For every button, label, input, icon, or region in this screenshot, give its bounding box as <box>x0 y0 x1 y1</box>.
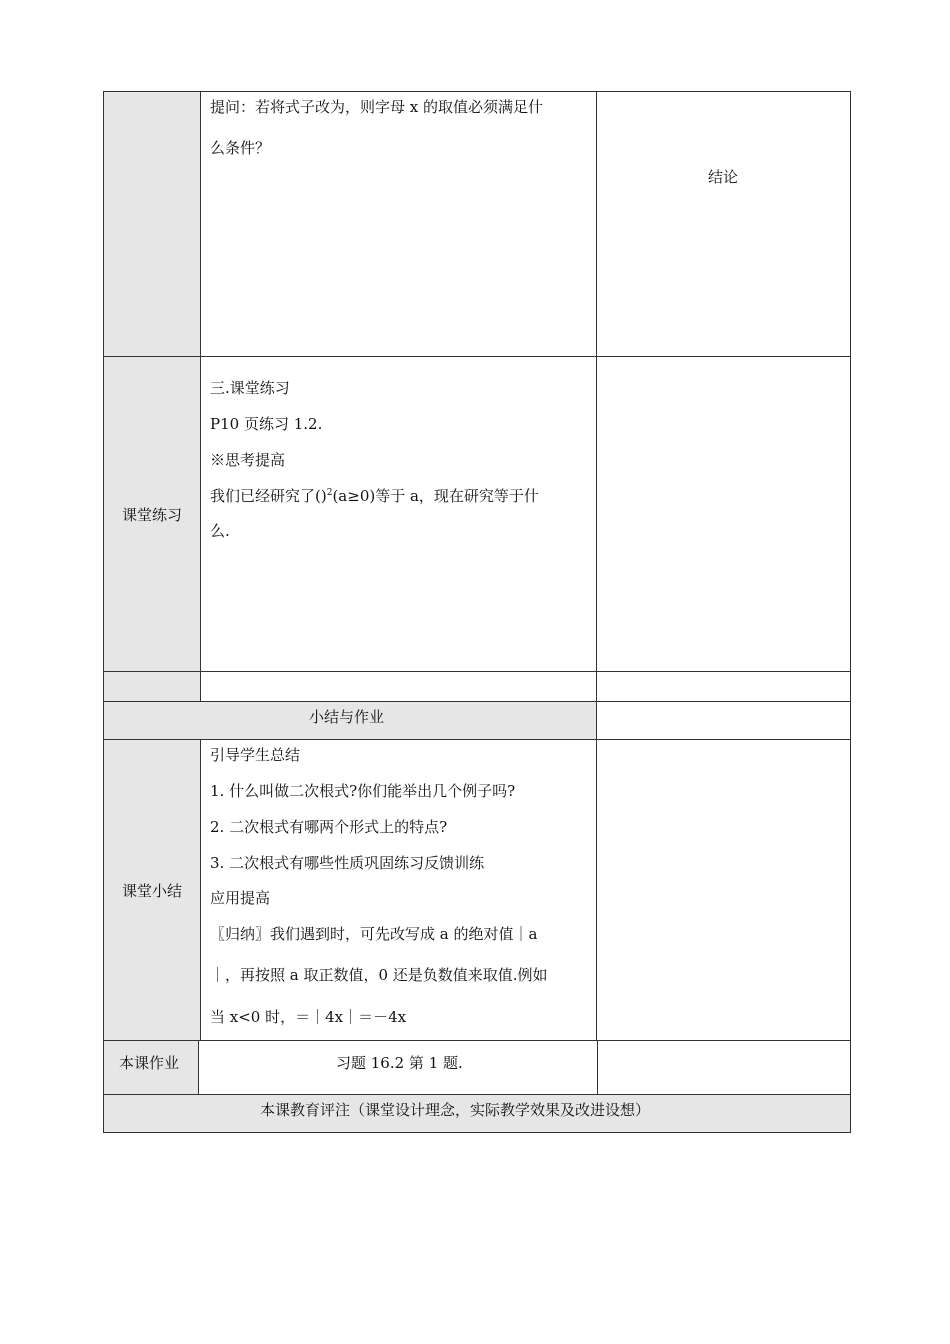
practice-notes-cell <box>596 356 851 672</box>
practice-content-cell <box>200 356 597 672</box>
summary-header-notes-cell <box>596 701 851 740</box>
summary-notes-cell <box>596 739 851 1041</box>
summary-header-cell <box>103 701 597 740</box>
homework-label-cell <box>103 1040 199 1095</box>
evaluation-cell <box>103 1094 851 1133</box>
practice-line-4 <box>210 485 539 506</box>
homework-content-cell <box>198 1040 598 1095</box>
empty-row-notes-cell <box>596 671 851 702</box>
question-line-1: 提问：若将式子改为，则字母 x 的取值必须满足什 <box>210 98 543 116</box>
summary-line: 应用提高 <box>210 889 271 907</box>
homework-notes-cell <box>597 1040 851 1095</box>
summary-line: 当 x<0 时，＝｜4x｜＝－4x <box>210 1008 407 1026</box>
practice-think: ※思考提高 <box>210 451 286 469</box>
practice-label-cell <box>103 356 201 672</box>
practice-exercise: P10 页练习 1.2. <box>210 415 323 433</box>
summary-line: 〖归纳〗我们遇到时，可先改写成 a 的绝对值｜a <box>210 925 538 943</box>
conclusion-label: 结论 <box>708 168 739 186</box>
summary-line: 3. 二次根式有哪些性质巩固练习反馈训练 <box>210 854 485 872</box>
homework-content: 习题 16.2 第 1 题. <box>336 1054 463 1072</box>
practice-line-4-b: (a≥0)等于 a，现在研究等于什 <box>332 487 539 505</box>
practice-label: 课堂练习 <box>121 505 182 524</box>
row1-notes-cell <box>596 91 851 357</box>
summary-line: 引导学生总结 <box>210 746 301 764</box>
question-line-2: 么条件？ <box>210 139 271 157</box>
homework-label: 本课作业 <box>119 1054 180 1072</box>
summary-label-cell <box>103 739 201 1041</box>
summary-label: 课堂小结 <box>121 881 182 900</box>
summary-line: ｜，再按照 a 取正数值，0 还是负数值来取值.例如 <box>210 966 548 984</box>
lesson-plan-table <box>103 91 851 1133</box>
summary-line: 2. 二次根式有哪两个形式上的特点? <box>210 818 448 836</box>
empty-row-label-cell <box>103 671 201 702</box>
summary-content-cell <box>200 739 597 1041</box>
summary-header: 小结与作业 <box>309 708 385 726</box>
summary-line: 1. 什么叫做二次根式?你们能举出几个例子吗? <box>210 782 516 800</box>
row1-content-cell <box>200 91 597 357</box>
practice-line-4-sup: 2 <box>326 488 333 498</box>
practice-line-4-a: 我们已经研究了() <box>210 487 327 505</box>
row1-label-cell <box>103 91 201 357</box>
empty-row-content-cell <box>200 671 597 702</box>
evaluation-text: 本课教育评注（课堂设计理念，实际教学效果及改进设想） <box>260 1101 651 1119</box>
practice-heading: 三.课堂练习 <box>210 379 290 397</box>
practice-line-5: 么. <box>210 522 230 540</box>
